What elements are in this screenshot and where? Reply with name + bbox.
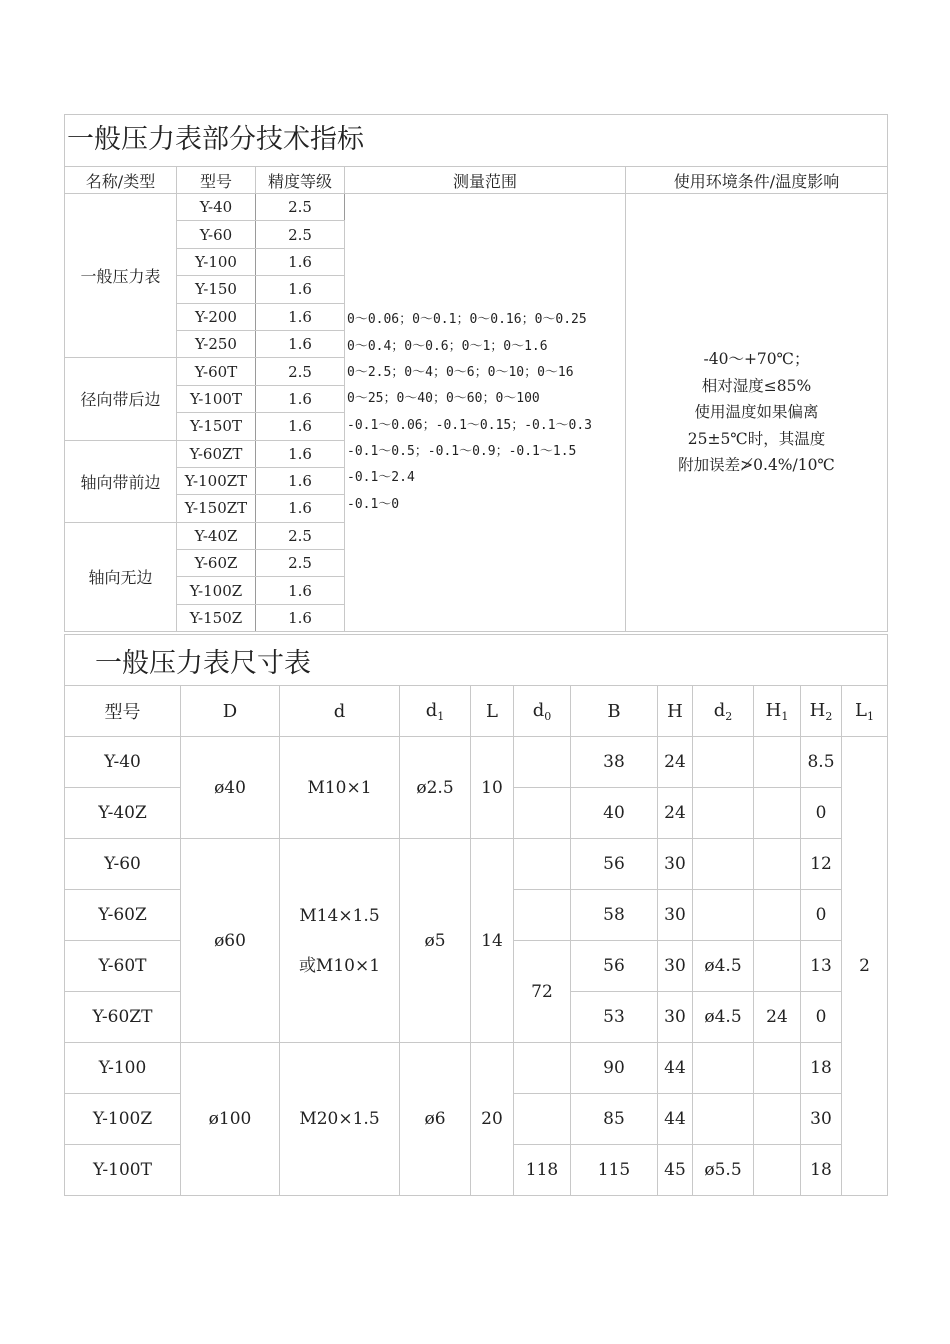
H-cell: 44: [658, 1094, 693, 1145]
model-cell: Y-100T: [65, 1145, 181, 1196]
model-cell: Y-60Z: [177, 550, 256, 577]
accuracy-cell: 1.6: [256, 248, 345, 275]
model-cell: Y-60T: [65, 941, 181, 992]
d1-cell: ø5: [400, 839, 471, 1043]
model-cell: Y-60: [65, 839, 181, 890]
accuracy-cell: 1.6: [256, 467, 345, 494]
header-H1: $H_1$: [754, 686, 801, 737]
B-cell: 115: [571, 1145, 658, 1196]
d0-cell: [514, 788, 571, 839]
d-cell: [280, 839, 400, 1043]
env-line: -40～+70℃；: [703, 350, 810, 369]
H-cell: 45: [658, 1145, 693, 1196]
H2-cell: 13: [801, 941, 842, 992]
accuracy-cell: 1.6: [256, 495, 345, 522]
model-cell: Y-40: [177, 194, 256, 221]
accuracy-cell: 2.5: [256, 221, 345, 248]
accuracy-cell: 1.6: [256, 385, 345, 412]
H1-cell: [754, 788, 801, 839]
header-d1: $d_1$: [400, 686, 471, 737]
header-H: H: [658, 686, 693, 737]
H2-cell: 8.5: [801, 737, 842, 788]
model-cell: Y-60ZT: [177, 440, 256, 467]
header-d: d: [280, 686, 400, 737]
header-B: B: [571, 686, 658, 737]
d2-cell: [693, 839, 754, 890]
header-L: L: [471, 686, 514, 737]
D-cell: ø60: [181, 839, 280, 1043]
group-name: 轴向无边: [65, 522, 177, 632]
header-range: 测量范围: [345, 167, 626, 194]
model-cell: Y-40Z: [177, 522, 256, 549]
header-H2: $H_2$: [801, 686, 842, 737]
model-cell: Y-100Z: [65, 1094, 181, 1145]
model-cell: Y-100ZT: [177, 467, 256, 494]
H-cell: 30: [658, 941, 693, 992]
d2-cell: ø4.5: [693, 941, 754, 992]
accuracy-cell: 1.6: [256, 604, 345, 631]
L1-cell: 2: [842, 737, 888, 1196]
env-line: 附加误差≯0.4%/10℃: [678, 456, 835, 475]
H-cell: 44: [658, 1043, 693, 1094]
accuracy-cell: 1.6: [256, 330, 345, 357]
d0-cell: 72: [514, 941, 571, 1043]
model-cell: Y-100: [65, 1043, 181, 1094]
d0-cell: [514, 839, 571, 890]
header-d2: $d_2$: [693, 686, 754, 737]
B-cell: 40: [571, 788, 658, 839]
d0-cell: [514, 1043, 571, 1094]
model-cell: Y-40Z: [65, 788, 181, 839]
group-name: 轴向带前边: [65, 440, 177, 522]
H2-cell: 0: [801, 890, 842, 941]
B-cell: 85: [571, 1094, 658, 1145]
model-cell: Y-40: [65, 737, 181, 788]
d2-cell: ø4.5: [693, 992, 754, 1043]
model-cell: Y-60ZT: [65, 992, 181, 1043]
accuracy-cell: 1.6: [256, 440, 345, 467]
environment-cell: [626, 194, 888, 632]
env-line: 相对湿度≤85%: [701, 376, 812, 395]
group-name: 一般压力表: [65, 194, 177, 358]
accuracy-cell: 1.6: [256, 303, 345, 330]
accuracy-cell: 1.6: [256, 577, 345, 604]
d0-cell: 118: [514, 1145, 571, 1196]
accuracy-cell: 2.5: [256, 550, 345, 577]
B-cell: 38: [571, 737, 658, 788]
group-name: 径向带后边: [65, 358, 177, 440]
model-cell: Y-100Z: [177, 577, 256, 604]
H1-cell: [754, 1094, 801, 1145]
H2-cell: 18: [801, 1043, 842, 1094]
range-cell: [345, 194, 626, 632]
env-line: 使用温度如果偏离: [694, 403, 819, 422]
d-cell: M20×1.5: [280, 1043, 400, 1196]
H1-cell: 24: [754, 992, 801, 1043]
H1-cell: [754, 890, 801, 941]
d2-cell: [693, 1094, 754, 1145]
accuracy-cell: 2.5: [256, 194, 345, 221]
model-cell: Y-150Z: [177, 604, 256, 631]
D-cell: ø40: [181, 737, 280, 839]
B-cell: 56: [571, 941, 658, 992]
header-L1: $L_1$: [842, 686, 888, 737]
d-cell: M10×1: [280, 737, 400, 839]
d2-cell: [693, 890, 754, 941]
model-cell: Y-60Z: [65, 890, 181, 941]
header-D: D: [181, 686, 280, 737]
H1-cell: [754, 839, 801, 890]
H2-cell: 18: [801, 1145, 842, 1196]
spec-table: [64, 114, 888, 632]
d2-cell: [693, 1043, 754, 1094]
H2-cell: 0: [801, 788, 842, 839]
H-cell: 24: [658, 788, 693, 839]
d0-cell: [514, 890, 571, 941]
accuracy-cell: 2.5: [256, 358, 345, 385]
accuracy-cell: 1.6: [256, 276, 345, 303]
spec-table-title: 一般压力表部分技术指标: [65, 115, 888, 167]
header-d0: $d_0$: [514, 686, 571, 737]
model-cell: Y-150T: [177, 413, 256, 440]
d0-cell: [514, 1094, 571, 1145]
model-cell: Y-100T: [177, 385, 256, 412]
d1-cell: ø2.5: [400, 737, 471, 839]
range-line: -0.1～0.06；-0.1～0.15；-0.1～0.3: [347, 417, 593, 433]
header-model: 型号: [177, 167, 256, 194]
L-cell: 14: [471, 839, 514, 1043]
d0-cell: [514, 737, 571, 788]
accuracy-cell: 1.6: [256, 413, 345, 440]
range-line: 0～0.06；0～0.1；0～0.16；0～0.25: [347, 312, 587, 328]
B-cell: 90: [571, 1043, 658, 1094]
spec-table-block: [64, 114, 887, 632]
H2-cell: 30: [801, 1094, 842, 1145]
H2-cell: 0: [801, 992, 842, 1043]
range-line: -0.1～2.4: [347, 470, 415, 486]
header-environment: 使用环境条件/温度影响: [626, 167, 888, 194]
d2-cell: [693, 788, 754, 839]
env-line: 25±5℃时，其温度: [687, 429, 826, 448]
H-cell: 30: [658, 992, 693, 1043]
size-table-block: [64, 634, 887, 1196]
model-cell: Y-250: [177, 330, 256, 357]
range-line: 0～2.5；0～4；0～6；0～10；0～16: [347, 365, 574, 381]
H-cell: 30: [658, 890, 693, 941]
H-cell: 24: [658, 737, 693, 788]
model-cell: Y-200: [177, 303, 256, 330]
H-cell: 30: [658, 839, 693, 890]
D-cell: ø100: [181, 1043, 280, 1196]
header-model: 型号: [65, 686, 181, 737]
model-cell: Y-150ZT: [177, 495, 256, 522]
range-line: -0.1～0.5；-0.1～0.9；-0.1～1.5: [347, 443, 577, 459]
H1-cell: [754, 737, 801, 788]
B-cell: 58: [571, 890, 658, 941]
model-cell: Y-60T: [177, 358, 256, 385]
d2-cell: [693, 737, 754, 788]
range-line: 0～25；0～40；0～60；0～100: [347, 391, 540, 407]
accuracy-cell: 2.5: [256, 522, 345, 549]
d-line: M14×1.5: [299, 905, 380, 926]
B-cell: 53: [571, 992, 658, 1043]
size-table: [64, 634, 888, 1196]
H2-cell: 12: [801, 839, 842, 890]
d-line: 或M10×1: [298, 955, 381, 976]
model-cell: Y-60: [177, 221, 256, 248]
model-cell: Y-150: [177, 276, 256, 303]
header-accuracy: 精度等级: [256, 167, 345, 194]
model-cell: Y-100: [177, 248, 256, 275]
L-cell: 10: [471, 737, 514, 839]
header-name-type: 名称/类型: [65, 167, 177, 194]
d2-cell: ø5.5: [693, 1145, 754, 1196]
range-line: 0～0.4；0～0.6；0～1；0～1.6: [347, 338, 548, 354]
H1-cell: [754, 941, 801, 992]
H1-cell: [754, 1145, 801, 1196]
H1-cell: [754, 1043, 801, 1094]
L-cell: 20: [471, 1043, 514, 1196]
range-line: -0.1～0: [347, 496, 400, 512]
B-cell: 56: [571, 839, 658, 890]
size-table-title: 一般压力表尺寸表: [65, 635, 888, 686]
d1-cell: ø6: [400, 1043, 471, 1196]
